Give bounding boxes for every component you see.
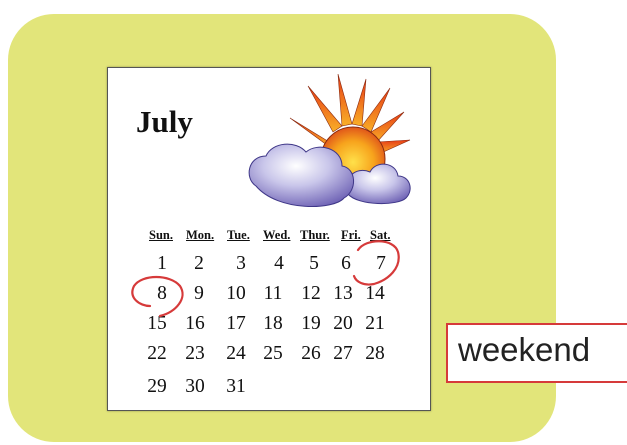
calendar-day: 2: [194, 253, 204, 274]
weekday-sat: Sat.: [370, 228, 391, 242]
calendar-day: 27: [333, 343, 353, 364]
calendar-day: 29: [147, 376, 167, 397]
calendar-day: 9: [194, 283, 204, 304]
calendar-day: 15: [147, 313, 167, 334]
calendar-day: 3: [236, 253, 246, 274]
calendar-day: 31: [226, 376, 246, 397]
calendar-day: 16: [185, 313, 205, 334]
weekend-label: weekend: [458, 331, 591, 368]
calendar-day: 4: [274, 253, 284, 274]
calendar-day: 5: [309, 253, 319, 274]
calendar-day: 6: [341, 253, 351, 274]
calendar-day: 14: [365, 283, 385, 304]
calendar-day: 28: [365, 343, 385, 364]
calendar-day: 25: [263, 343, 283, 364]
calendar-day: 22: [147, 343, 167, 364]
weekday-mon: Mon.: [186, 228, 215, 242]
weekday-wed: Wed.: [263, 228, 291, 242]
calendar-day: 7: [376, 253, 386, 274]
calendar-day: 10: [226, 283, 246, 304]
calendar-day: 1: [157, 253, 167, 274]
calendar-day: 21: [365, 313, 385, 334]
calendar-day: 26: [301, 343, 321, 364]
calendar-day: 19: [301, 313, 321, 334]
weekday-fri: Fri.: [341, 228, 361, 242]
month-title: July: [136, 104, 193, 139]
calendar-day: 24: [226, 343, 246, 364]
calendar-day: 12: [301, 283, 321, 304]
weekday-sun: Sun.: [149, 228, 173, 242]
calendar-day: 30: [185, 376, 205, 397]
weekday-thur: Thur.: [300, 228, 330, 242]
sun-behind-clouds-icon: [238, 74, 413, 224]
calendar-day: 13: [333, 283, 353, 304]
calendar-day: 8: [157, 283, 167, 304]
calendar-day: 11: [263, 283, 283, 304]
calendar-day: 18: [263, 313, 283, 334]
calendar-day: 23: [185, 343, 205, 364]
calendar-day: 17: [226, 313, 246, 334]
calendar-day: 20: [333, 313, 353, 334]
weekday-tue: Tue.: [227, 228, 250, 242]
